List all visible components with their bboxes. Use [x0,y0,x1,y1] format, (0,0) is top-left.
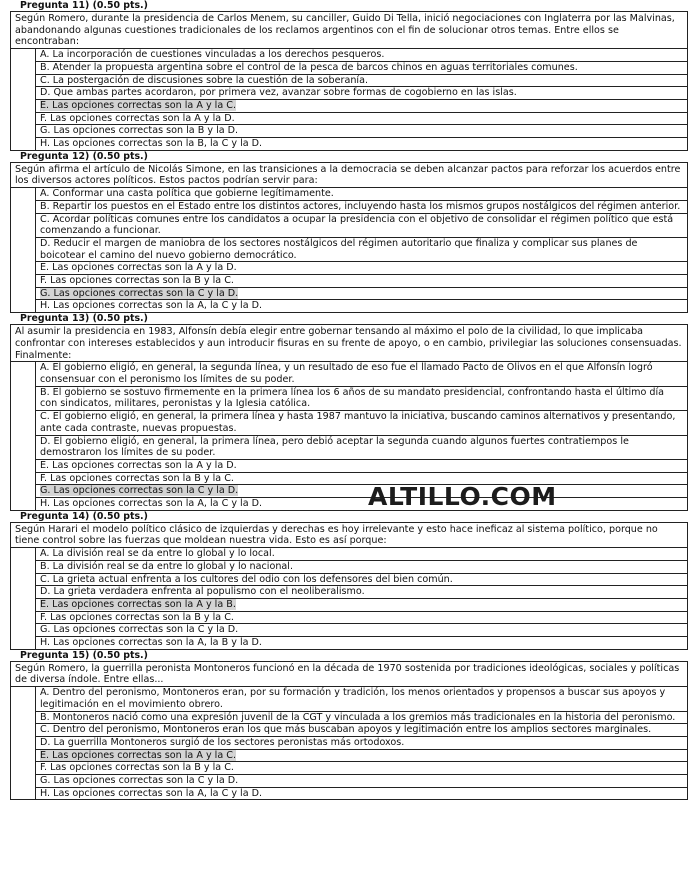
selected-option-label: E. Las opciones correctas son la A y la B. [40,598,236,610]
question-stem: Según afirma el artículo de Nicolás Simone, en las transiciones a la democracia se deben alcanzar pactos para reforzar los acuerdos entre los diversos actores políticos. Estos pactos podrían servir para: [11,163,687,188]
option-label: A. Conformar una casta política que gobierne legítimamente. [40,188,334,200]
option-label: B. Atender la propuesta argentina sobre el control de la pesca de barcos chinos en aguas territoriales comunes. [40,61,578,73]
option-label: G. Las opciones correctas son la C y la D. [40,775,239,787]
answer-option[interactable] [35,238,687,262]
answer-option[interactable] [35,687,687,711]
answer-option[interactable] [35,288,687,301]
question-box [10,661,688,801]
answer-option[interactable] [35,624,687,637]
question-header: Pregunta 15) (0.50 pts.) [20,649,148,661]
answer-option[interactable] [35,87,687,100]
answer-option[interactable] [35,762,687,775]
option-label: E. Las opciones correctas son la A y la D. [40,459,237,471]
question-stem: Según Harari el modelo político clásico de izquierdas y derechas es hoy irrelevante y esto hace ineficaz al sistema político, porque no tiene control sobre las fuerzas que moldean nuestra vida. Esto es así porque: [11,523,687,548]
option-label: F. Las opciones correctas son la B y la C. [40,472,234,484]
answer-option[interactable] [35,737,687,750]
answer-option[interactable] [35,750,687,763]
option-label: H. Las opciones correctas son la A, la C y la D. [40,787,263,799]
option-label: H. Las opciones correctas son la A, la C y la D. [40,498,263,510]
answer-option[interactable] [35,214,687,238]
option-label: C. Dentro del peronismo, Montoneros eran los que más buscaban apoyos y legitimación entre los amplios sectores marginales. [40,724,652,736]
answer-option[interactable] [35,436,687,460]
option-label: A. La división real se da entre lo global y lo local. [40,548,275,560]
option-label: G. Las opciones correctas son la C y la D. [40,624,239,636]
answer-option[interactable] [35,387,687,411]
question-box [10,522,688,650]
option-label: D. La guerrilla Montoneros surgió de los sectores peronistas más ortodoxos. [40,736,405,748]
answer-option[interactable] [35,485,687,498]
answer-option[interactable] [35,362,687,386]
option-label: H. Las opciones correctas son la A, la B y la D. [40,637,262,649]
option-label: D. El gobierno eligió, en general, la primera línea, pero debió aceptar la segunda cuando algunos fuertes contratiempos le demostraron los límites de su poder. [40,435,629,459]
answer-option[interactable] [35,724,687,737]
option-label: B. Repartir los puestos en el Estado entre los distintos actores, incluyendo hasta los mismos grupos nostálgicos del régimen anterior. [40,200,681,212]
selected-option-label: G. Las opciones correctas son la C y la D. [40,287,239,299]
option-label: D. Reducir el margen de maniobra de los sectores nostálgicos del régimen autoritario que finaliza y complicar sus planes de boicotear el camino del nuevo gobierno democrático. [40,237,638,261]
question-header: Pregunta 13) (0.50 pts.) [20,313,148,325]
answer-option[interactable] [35,75,687,88]
answer-option[interactable] [35,788,687,800]
question-header: Pregunta 14) (0.50 pts.) [20,510,148,522]
answer-option[interactable] [35,775,687,788]
answer-option[interactable] [35,62,687,75]
option-label: G. Las opciones correctas son la B y la D. [40,125,239,137]
answer-option[interactable] [35,262,687,275]
answer-option[interactable] [35,138,687,150]
watermark-logo: ALTILLO.COM [368,482,557,511]
answer-option[interactable] [35,125,687,138]
answer-option[interactable] [35,473,687,486]
question-box [10,324,688,511]
exam-document [10,0,688,800]
answer-option[interactable] [35,460,687,473]
answer-option[interactable] [35,188,687,201]
answer-option[interactable] [35,411,687,435]
answer-option[interactable] [35,586,687,599]
option-label: F. Las opciones correctas son la B y la C. [40,611,234,623]
answer-option[interactable] [35,561,687,574]
answer-option[interactable] [35,599,687,612]
option-label: A. El gobierno eligió, en general, la segunda línea, y un resultado de eso fue el llamado Pacto de Olivos en el que Alfonsín logró consensuar con el peronismo los límites de su poder. [40,362,653,385]
option-label: C. La grieta actual enfrenta a los cultores del odio con los defensores del bien común. [40,573,453,585]
option-label: A. Dentro del peronismo, Montoneros eran, por su formación y tradición, los menos orientados y propensos a buscar sus apoyos y legitimación en el movimiento obrero. [40,687,666,710]
answer-option[interactable] [35,300,687,312]
answer-option[interactable] [35,548,687,561]
question-header: Pregunta 11) (0.50 pts.) [20,0,148,11]
option-label: D. La grieta verdadera enfrenta al populismo con el neoliberalismo. [40,586,365,598]
answer-option[interactable] [35,49,687,62]
selected-option-label: G. Las opciones correctas son la C y la D. [40,485,239,497]
answer-option[interactable] [35,612,687,625]
option-label: B. La división real se da entre lo global y lo nacional. [40,560,293,572]
question-header: Pregunta 12) (0.50 pts.) [20,150,148,162]
option-label: H. Las opciones correctas son la B, la C y la D. [40,138,263,150]
option-label: C. El gobierno eligió, en general, la primera línea y hasta 1987 mantuvo la iniciativa, buscando caminos alternativos y presentando, ante cada contraste, nuevas propuestas. [40,411,676,434]
question-stem: Según Romero, durante la presidencia de Carlos Menem, su canciller, Guido Di Tella, inició negociaciones con Inglaterra por las Malvinas, abandonando algunas cuestiones tradicionales de los reclamos argentinos con el fin de solucionar otros temas. Entre ellos se encontraban: [11,12,687,49]
option-label: C. La postergación de discusiones sobre la cuestión de la soberanía. [40,74,369,86]
answer-option[interactable] [35,712,687,725]
option-label: F. Las opciones correctas son la A y la D. [40,112,235,124]
option-label: B. El gobierno se sostuvo firmemente en la primera línea los 6 años de su mandato presidencial, confrontando hasta el último día con sindicatos, militares, peronistas y la Iglesia católica. [40,386,665,410]
answer-option[interactable] [35,637,687,649]
question-box [10,162,688,313]
answer-option[interactable] [35,498,687,510]
answer-option[interactable] [35,275,687,288]
option-label: H. Las opciones correctas son la A, la C y la D. [40,300,263,312]
option-label: F. Las opciones correctas son la B y la C. [40,275,234,287]
option-label: A. La incorporación de cuestiones vinculadas a los derechos pesqueros. [40,49,385,61]
answer-option[interactable] [35,201,687,214]
option-label: E. Las opciones correctas son la A y la D. [40,262,237,274]
answer-option[interactable] [35,100,687,113]
option-label: C. Acordar políticas comunes entre los candidatos a ocupar la presidencia con el objetivo de consolidar el régimen político que está comenzando a funcionar. [40,213,674,237]
selected-option-label: E. Las opciones correctas son la A y la C. [40,99,237,111]
question-stem: Al asumir la presidencia en 1983, Alfonsín debía elegir entre gobernar tensando al máximo el polo de la civilidad, lo que implicaba confrontar con intereses establecidos y aun introducir fisuras en su frente de apoyo, o en cambio, privilegiar las soluciones consensuadas. Finalmente: [11,325,687,362]
selected-option-label: E. Las opciones correctas son la A y la C. [40,749,237,761]
answer-option[interactable] [35,574,687,587]
option-label: B. Montoneros nació como una expresión juvenil de la CGT y vinculada a los gremios más tradicionales en la historia del peronismo. [40,711,676,723]
option-label: D. Que ambas partes acordaron, por primera vez, avanzar sobre formas de cogobierno en las islas. [40,87,517,99]
answer-option[interactable] [35,113,687,126]
option-label: F. Las opciones correctas son la B y la C. [40,762,234,774]
question-stem: Según Romero, la guerrilla peronista Montoneros funcionó en la década de 1970 sostenida por tradiciones ideológicas, sociales y políticas de diversa índole. Entre ellas... [11,662,687,687]
question-box [10,11,688,151]
